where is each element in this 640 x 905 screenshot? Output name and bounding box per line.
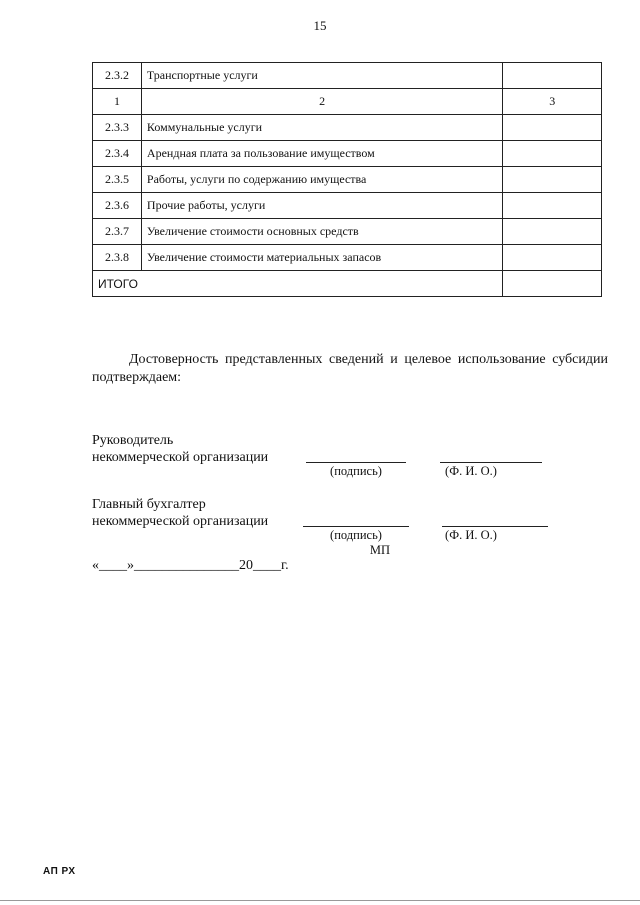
header-col-3: 3 — [503, 89, 602, 115]
row-code: 2.3.2 — [93, 63, 142, 89]
accountant-title-line1: Главный бухгалтер — [92, 497, 206, 512]
table-row — [93, 167, 602, 193]
accountant-signature-caption: (подпись) — [330, 528, 382, 542]
row-name: Прочие работы, услуги — [141, 193, 503, 219]
head-title-line2: некоммерческой организации — [92, 450, 269, 465]
stamp-label: МП — [369, 543, 391, 557]
head-signature-line[interactable] — [306, 462, 406, 463]
row-sum — [503, 219, 602, 245]
row-sum — [503, 193, 602, 219]
row-code: 2.3.8 — [93, 245, 142, 271]
head-name-caption: (Ф. И. О.) — [445, 464, 497, 478]
row-sum — [503, 141, 602, 167]
accountant-signature-line[interactable] — [303, 526, 409, 527]
table-row — [93, 141, 602, 167]
head-title-line1: Руководитель — [92, 433, 174, 448]
head-name-line[interactable] — [440, 462, 542, 463]
table-row — [93, 245, 602, 271]
row-sum — [503, 63, 602, 89]
row-sum — [503, 115, 602, 141]
row-name: Арендная плата за пользование имуществом — [141, 141, 503, 167]
table-row — [93, 63, 602, 89]
accountant-name-line[interactable] — [442, 526, 548, 527]
total-sum — [503, 271, 602, 297]
row-name: Увеличение стоимости основных средств — [141, 219, 503, 245]
bottom-rule — [0, 900, 640, 901]
header-col-2: 2 — [141, 89, 503, 115]
table-row — [93, 115, 602, 141]
accountant-title-line2: некоммерческой организации — [92, 514, 269, 529]
accountant-name-caption: (Ф. И. О.) — [445, 528, 497, 542]
row-code: 2.3.5 — [93, 167, 142, 193]
confirmation-text: Достоверность представленных сведений и целевое использование субсидии подтверждаем: — [92, 352, 608, 385]
row-name: Работы, услуги по содержанию имущества — [141, 167, 503, 193]
total-label: ИТОГО — [93, 271, 503, 297]
table-header-row — [93, 89, 602, 115]
row-name: Коммунальные услуги — [141, 115, 503, 141]
row-name: Транспортные услуги — [141, 63, 503, 89]
expense-table — [92, 62, 602, 297]
row-sum — [503, 245, 602, 271]
row-code: 2.3.4 — [93, 141, 142, 167]
head-signature-caption: (подпись) — [330, 464, 382, 478]
row-name: Увеличение стоимости материальных запасов — [141, 245, 503, 271]
row-code: 2.3.7 — [93, 219, 142, 245]
footer-mark: АП РХ — [43, 866, 76, 877]
header-col-1: 1 — [93, 89, 142, 115]
row-sum — [503, 167, 602, 193]
date-line[interactable]: «____»_______________20____г. — [92, 558, 289, 573]
row-code: 2.3.6 — [93, 193, 142, 219]
page-number: 15 — [313, 18, 327, 33]
row-code: 2.3.3 — [93, 115, 142, 141]
table-total-row — [93, 271, 602, 297]
table-row — [93, 193, 602, 219]
table-row — [93, 219, 602, 245]
